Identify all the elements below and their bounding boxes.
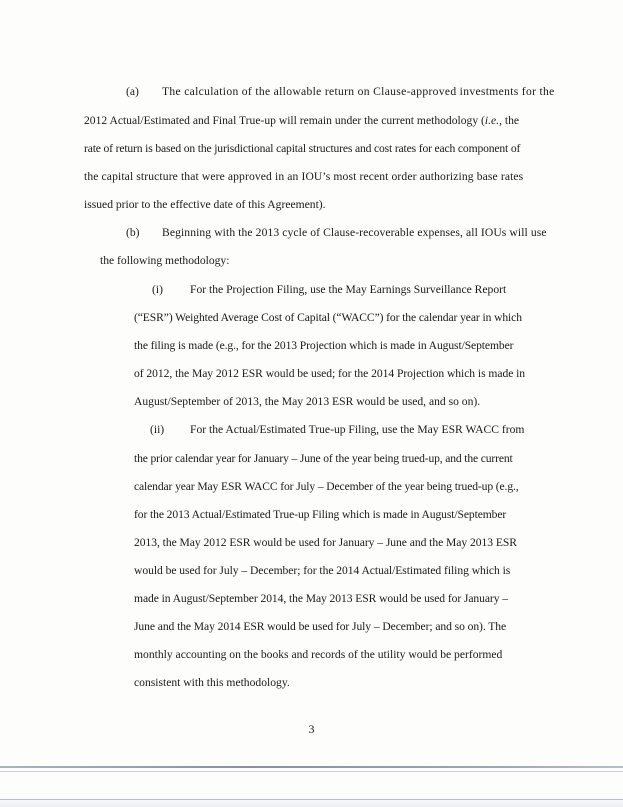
item-i-marker: (i) — [152, 283, 163, 296]
paragraph-a-line-1: The calculation of the allowable return on Clause-approved investments for the — [162, 85, 555, 98]
paragraph-a-line-2: 2012 Actual/Estimated and Final True-up will remain under the current methodology — [84, 114, 479, 127]
item-i-line-2: (“ESR”) Weighted Average Cost of Capital (“WACC”) for the calendar year in which — [134, 311, 522, 324]
item-i-line-3: the filing is made (e.g., for the 2013 Projection which is made in August/September — [134, 339, 514, 352]
paragraph-a-line-5: issued prior to the effective date of this Agreement). — [84, 198, 326, 211]
scan-bottom-rule — [0, 799, 623, 800]
paragraph-b-line-2: the following methodology: — [100, 254, 230, 267]
ie-after: the — [504, 114, 520, 127]
page-number: 3 — [308, 722, 315, 736]
paragraph-a-line-2-wrap — [84, 114, 519, 128]
item-i-line-5: August/September of 2013, the May 2013 ESR would be used, and so on). — [134, 395, 481, 408]
item-i-line-1: For the Projection Filing, use the May Earnings Surveillance Report — [190, 283, 507, 296]
paragraph-a-line-3: rate of return is based on the jurisdictional capital structures and cost rates for each component of — [84, 142, 521, 155]
item-ii-line-2: the prior calendar year for January – June of the year being trued-up, and the current — [134, 452, 513, 465]
item-ii-line-6: would be used for July – December; for the 2014 Actual/Estimated filing which is — [134, 564, 511, 577]
item-ii-line-10: consistent with this methodology. — [134, 676, 290, 689]
item-ii-line-8: June and the May 2014 ESR would be used for July – December; and so on). The — [134, 620, 507, 633]
item-ii-line-5: 2013, the May 2012 ESR would be used for January – June and the May 2013 ESR — [134, 536, 517, 549]
item-ii-line-1: For the Actual/Estimated True-up Filing, use the May ESR WACC from — [190, 423, 525, 436]
item-i-line-4: of 2012, the May 2012 ESR would be used; for the 2014 Projection which is made in — [134, 367, 526, 380]
paragraph-b-line-1: Beginning with the 2013 cycle of Clause-recoverable expenses, all IOUs will use — [162, 226, 547, 239]
item-ii-line-4: for the 2013 Actual/Estimated True-up Filing which is made in August/September — [134, 508, 507, 521]
paragraph-a-line-4: the capital structure that were approved in an IOU’s most recent order authorizing base rates — [84, 170, 524, 183]
item-ii-line-3: calendar year May ESR WACC for July – December of the year being trued-up (e.g., — [134, 480, 519, 493]
paragraph-a-marker: (a) — [126, 85, 139, 98]
ie-open-paren: ( — [481, 114, 485, 127]
item-ii-marker: (ii) — [150, 423, 165, 436]
scan-bottom-band — [0, 795, 623, 807]
item-ii-line-7: made in August/September 2014, the May 2013 ESR would be used for January – — [134, 592, 508, 605]
scan-edge-line — [0, 766, 623, 768]
item-ii-line-9: monthly accounting on the books and records of the utility would be performed — [134, 648, 503, 661]
scan-edge-line-faint — [0, 771, 623, 772]
ie-abbreviation: i.e., — [484, 114, 502, 127]
paragraph-b-marker: (b) — [126, 226, 140, 239]
